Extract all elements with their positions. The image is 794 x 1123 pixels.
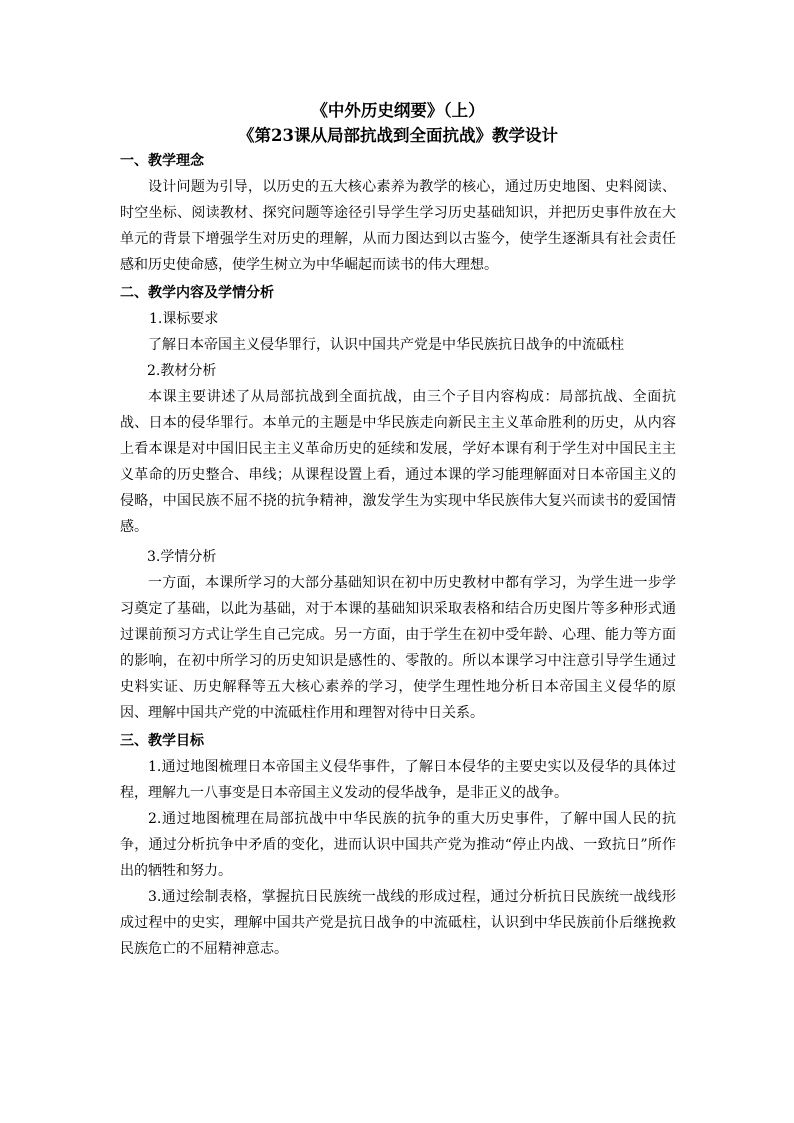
student-analysis-paragraph: 一方面，本课所学习的大部分基础知识在初中历史教材中都有学习，为学生进一步学习奠定了基础，以此为基础，对于本课的基础知识采取表格和结合历史图片等多种形式通过课前预习方式让学生自己完成。另一方面，由于学生在初中受年龄、心理、能力等方面的影响，在初中所学习的历史知识是感性的、零散的。所以本课学习中注意引导学生通过史料实证、历史解释等五大核心素养的学习，使学生理性地分析日本帝国主义侵华的原因、理解中国共产党的中流砥柱作用和理智对待中日关系。 [120, 575, 676, 721]
subheading-textbook-analysis: 2.教材分析 [147, 363, 217, 379]
section-heading-teaching-goals: 三、教学目标 [120, 733, 204, 749]
section-heading-teaching-philosophy: 一、教学理念 [120, 153, 204, 169]
curriculum-requirements-paragraph: 了解日本帝国主义侵华罪行，认识中国共产党是中华民族抗日战争的中流砥柱 [148, 337, 624, 353]
textbook-analysis-paragraph: 本课主要讲述了从局部抗战到全面抗战，由三个子目内容构成：局部抗战、全面抗战、日本的侵华罪行。本单元的主题是中华民族走向新民主主义革命胜利的历史，从内容上看本课是对中国旧民主主义革命历史的延续和发展，学好本课有利于学生对中国民主主义革命的历史整合、串线；从课程设置上看，通过本课的学习能理解面对日本帝国主义的侵略，中国民族不屈不挠的抗争精神，激发学生为实现中华民族伟大复兴而读书的爱国情感。 [120, 389, 676, 535]
teaching-philosophy-paragraph: 设计问题为引导，以历史的五大核心素养为教学的核心，通过历史地图、史料阅读、时空坐标、阅读教材、探究问题等途径引导学生学习历史基础知识，并把历史事件放在大单元的背景下增强学生对历史的理解，从而力图达到以古鉴今，使学生逐渐具有社会责任感和历史使命感，使学生树立为中华崛起而读书的伟大理想。 [120, 179, 676, 273]
document-title-line1: 《中外历史纲要》（上） [311, 101, 485, 120]
teaching-goal-3: 3.通过绘制表格，掌握抗日民族统一战线的形成过程，通过分析抗日民族统一战线形成过程中的史实，理解中国共产党是抗日战争的中流砥柱，认识到中华民族前仆后继挽救民族危亡的不屈精神意志。 [120, 889, 676, 957]
subheading-student-analysis: 3.学情分析 [147, 549, 217, 565]
teaching-goal-2: 2.通过地图梳理在局部抗战中中华民族的抗争的重大历史事件，了解中国人民的抗争，通过分析抗争中矛盾的变化，进而认识中国共产党为推动“停止内战、一致抗日”所作出的牺牲和努力。 [120, 811, 676, 879]
teaching-goal-1: 1.通过地图梳理日本帝国主义侵华事件，了解日本侵华的主要史实以及侵华的具体过程，理解九一八事变是日本帝国主义发动的侵华战争，是非正义的战争。 [120, 759, 676, 801]
document-title-line2: 《第23课从局部抗战到全面抗战》教学设计 [238, 126, 558, 145]
document-page [120, 98, 676, 962]
subheading-curriculum-requirements: 1.课标要求 [149, 311, 219, 327]
section-heading-content-analysis: 二、教学内容及学情分析 [120, 285, 274, 301]
